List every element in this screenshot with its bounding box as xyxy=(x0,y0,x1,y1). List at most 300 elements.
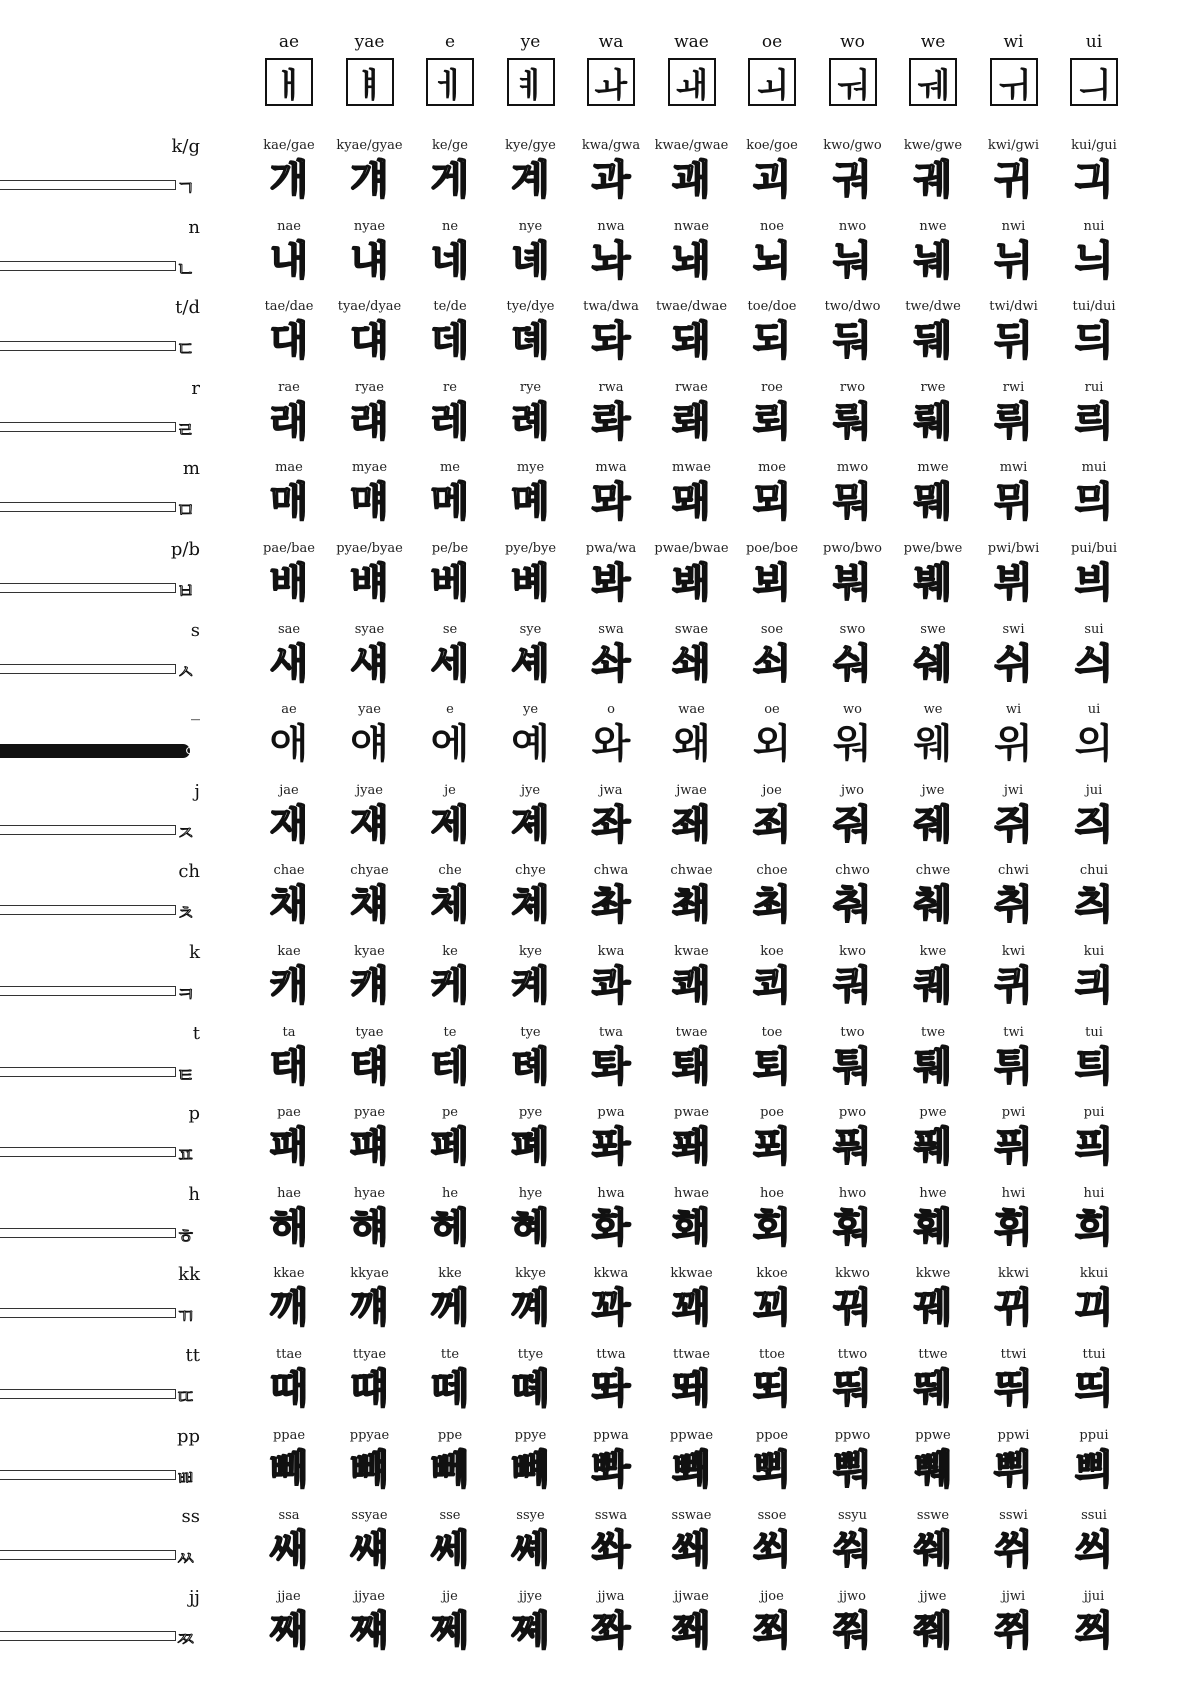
row-consonant-label: kk xyxy=(178,1264,200,1286)
row-consonant-label: k/g xyxy=(171,136,200,157)
syllable-glyph: 녜 xyxy=(511,237,550,284)
syllable-romanization: ppwe xyxy=(915,1427,951,1443)
syllable-romanization: hyae xyxy=(353,1185,386,1201)
row-guide-bar xyxy=(0,1067,176,1077)
syllable-romanization: ttui xyxy=(1082,1347,1106,1362)
syllable-romanization: ppwae xyxy=(669,1427,714,1443)
syllable-glyph: 푀 xyxy=(752,1124,792,1171)
syllable-glyph: 쌔 xyxy=(269,1527,309,1574)
syllable-glyph: 세 xyxy=(430,640,470,687)
syllable-romanization: jui xyxy=(1085,782,1103,798)
syllable-glyph: 꽤 xyxy=(672,1285,711,1332)
syllable-romanization: ttoe xyxy=(759,1347,785,1362)
column-romanization: wi xyxy=(1003,32,1024,52)
syllable-glyph: 긔 xyxy=(1074,157,1114,203)
syllable-romanization: ssa xyxy=(278,1508,300,1524)
row-consonant-label: p xyxy=(188,1103,200,1125)
column-vowel-box: ㅢ xyxy=(1070,58,1118,106)
syllable-romanization: tte xyxy=(440,1347,460,1362)
syllable-glyph: 놔 xyxy=(591,237,631,284)
syllable-romanization: kae/gae xyxy=(263,138,315,153)
syllable-glyph: 뎨 xyxy=(511,318,550,365)
syllable-romanization: je xyxy=(444,782,456,798)
syllable-glyph: 괘 xyxy=(672,157,711,203)
syllable-glyph: 게 xyxy=(430,157,470,203)
syllable-romanization: ye xyxy=(522,702,539,718)
syllable-romanization: ssoe xyxy=(757,1508,787,1524)
syllable-glyph: 괴 xyxy=(752,157,792,203)
syllable-romanization: chwe xyxy=(915,863,951,879)
syllable-glyph: 쟤 xyxy=(350,801,389,848)
syllable-romanization: jje xyxy=(442,1588,458,1604)
row-guide-bar xyxy=(0,905,176,915)
syllable-romanization: sse xyxy=(439,1508,461,1524)
syllable-romanization: kwae/gwae xyxy=(654,138,729,153)
syllable-glyph: 례 xyxy=(511,398,550,445)
syllable-romanization: sswi xyxy=(999,1508,1028,1524)
syllable-romanization: jjyae xyxy=(354,1588,385,1604)
syllable-romanization: kwa/gwa xyxy=(581,138,641,153)
syllable-glyph: 빼 xyxy=(269,1446,309,1493)
syllable-romanization: ppoe xyxy=(755,1427,789,1443)
syllable-glyph: 킈 xyxy=(1074,963,1114,1009)
syllable-glyph: 애 xyxy=(269,721,309,768)
syllable-romanization: kwi/gwi xyxy=(987,138,1040,153)
syllable-romanization: sye xyxy=(519,621,542,637)
syllable-glyph: 콰 xyxy=(591,963,631,1009)
syllable-romanization: kkye xyxy=(515,1266,546,1282)
syllable-glyph: 래 xyxy=(269,398,309,445)
syllable-glyph: 픠 xyxy=(1074,1124,1114,1171)
row-jamo-glyph: ㄲ xyxy=(176,1304,196,1329)
syllable-glyph: 폐 xyxy=(511,1124,550,1171)
row-consonant-label: s xyxy=(190,619,200,641)
syllable-romanization: jjwe xyxy=(919,1588,947,1604)
syllable-romanization: sae xyxy=(277,621,301,637)
row-guide-bar xyxy=(0,1308,176,1318)
syllable-romanization: pe xyxy=(441,1105,458,1121)
syllable-romanization: pwa xyxy=(597,1105,625,1121)
row-guide-bar xyxy=(0,825,176,835)
syllable-glyph: 놰 xyxy=(672,237,711,284)
syllable-glyph: 제 xyxy=(430,801,470,848)
syllable-glyph: 과 xyxy=(591,157,631,203)
syllable-romanization: kwe xyxy=(919,944,947,959)
syllable-romanization: jjae xyxy=(277,1588,301,1604)
syllable-glyph: 대 xyxy=(269,318,309,365)
syllable-glyph: 뭬 xyxy=(913,479,953,526)
syllable-romanization: ppye xyxy=(514,1427,547,1443)
syllable-glyph: 풰 xyxy=(913,1124,953,1171)
syllable-romanization: nwo xyxy=(838,218,867,234)
syllable-romanization: jjye xyxy=(518,1588,543,1604)
syllable-romanization: ppwa xyxy=(593,1427,629,1443)
syllable-glyph: 늬 xyxy=(1074,237,1114,284)
syllable-romanization: hwo xyxy=(838,1185,867,1201)
syllable-glyph: 챼 xyxy=(350,882,389,929)
syllable-romanization: rwi xyxy=(1002,379,1025,395)
syllable-glyph: 쎼 xyxy=(511,1527,550,1574)
row-jamo-glyph: ㅅ xyxy=(176,659,196,684)
syllable-romanization: mae xyxy=(275,460,303,476)
syllable-romanization: mye xyxy=(516,460,545,476)
syllable-glyph: 캐 xyxy=(269,963,309,1009)
syllable-glyph: 테 xyxy=(430,1043,470,1090)
column-romanization: ui xyxy=(1085,32,1103,52)
syllable-glyph: 되 xyxy=(752,318,792,365)
syllable-glyph: 뙤 xyxy=(752,1366,792,1412)
syllable-romanization: ssye xyxy=(516,1508,545,1524)
row-consonant-label: k xyxy=(189,942,200,963)
syllable-glyph: 붸 xyxy=(913,560,953,606)
row-jamo-glyph: ㄹ xyxy=(176,417,196,442)
syllable-glyph: 걔 xyxy=(350,157,389,203)
syllable-romanization: wi xyxy=(1005,702,1022,718)
syllable-glyph: 뤼 xyxy=(994,398,1033,445)
syllable-glyph: 훼 xyxy=(913,1204,953,1251)
row-jamo-glyph: ㅈ xyxy=(176,820,196,845)
syllable-glyph: 쐬 xyxy=(752,1527,792,1574)
syllable-glyph: 최 xyxy=(752,882,792,929)
column-vowel-box: ㅐ xyxy=(265,58,313,106)
row-guide-bar xyxy=(0,664,176,674)
syllable-romanization: mwo xyxy=(836,460,869,476)
syllable-romanization: chae xyxy=(273,863,305,879)
syllable-glyph: 내 xyxy=(269,237,309,284)
syllable-glyph: 퇴 xyxy=(752,1043,792,1090)
syllable-romanization: koe xyxy=(760,944,784,959)
syllable-glyph: 재 xyxy=(269,801,309,848)
syllable-glyph: 춰 xyxy=(833,882,872,929)
syllable-romanization: tye/dye xyxy=(506,299,555,315)
syllable-glyph: 뼤 xyxy=(511,1446,550,1493)
syllable-romanization: hae xyxy=(277,1185,301,1201)
syllable-romanization: hwe xyxy=(919,1185,947,1201)
syllable-glyph: 럐 xyxy=(350,398,389,445)
syllable-romanization: ppwo xyxy=(834,1427,871,1443)
syllable-glyph: 의 xyxy=(1074,721,1114,768)
syllable-romanization: tae/dae xyxy=(264,299,314,315)
syllable-glyph: 햬 xyxy=(350,1204,389,1251)
syllable-glyph: 쏴 xyxy=(591,1527,631,1574)
syllable-glyph: 뷔 xyxy=(994,560,1033,606)
syllable-romanization: ttwo xyxy=(837,1347,868,1362)
syllable-romanization: kwo xyxy=(839,944,866,959)
syllable-romanization: hwa xyxy=(597,1185,625,1201)
syllable-romanization: twa/dwa xyxy=(583,299,639,315)
syllable-glyph: 쩨 xyxy=(430,1607,470,1654)
syllable-romanization: rui xyxy=(1084,379,1104,395)
row-jamo-glyph: ㅇ xyxy=(183,744,197,761)
syllable-glyph: 뛔 xyxy=(913,1366,953,1412)
syllable-glyph: 화 xyxy=(591,1204,631,1251)
syllable-glyph: 퉈 xyxy=(833,1043,872,1090)
row-consonant-label: p/b xyxy=(170,539,200,560)
syllable-glyph: 줘 xyxy=(833,801,872,848)
syllable-glyph: 궈 xyxy=(833,157,872,203)
syllable-glyph: 취 xyxy=(994,882,1033,929)
syllable-romanization: jjwa xyxy=(597,1588,625,1604)
syllable-romanization: sswe xyxy=(916,1508,950,1524)
syllable-glyph: 눼 xyxy=(913,237,953,284)
syllable-romanization: tui xyxy=(1085,1024,1103,1040)
syllable-glyph: 뀌 xyxy=(994,1285,1033,1332)
syllable-glyph: 뇌 xyxy=(752,237,792,284)
syllable-glyph: 웨 xyxy=(913,721,953,768)
row-jamo-glyph: ㅎ xyxy=(176,1223,196,1248)
syllable-glyph: 튀 xyxy=(994,1043,1033,1090)
syllable-glyph: 퐤 xyxy=(672,1124,711,1171)
row-guide-bar xyxy=(0,1389,176,1399)
syllable-glyph: 뤠 xyxy=(913,398,953,445)
row-consonant-label: ss xyxy=(181,1506,200,1528)
syllable-glyph: 쨰 xyxy=(350,1607,389,1654)
syllable-glyph: 에 xyxy=(430,721,470,768)
syllable-glyph: 뿨 xyxy=(833,1446,872,1493)
syllable-romanization: nae xyxy=(277,218,301,234)
syllable-romanization: pwa/wa xyxy=(585,541,637,556)
syllable-romanization: ne xyxy=(441,218,459,234)
syllable-glyph: 눠 xyxy=(833,237,872,284)
syllable-romanization: ssyae xyxy=(351,1508,388,1524)
syllable-glyph: 꿰 xyxy=(913,1285,953,1332)
row-guide-bar xyxy=(0,1147,176,1157)
syllable-romanization: chwae xyxy=(670,863,713,879)
syllable-glyph: 헤 xyxy=(430,1204,470,1251)
syllable-romanization: roe xyxy=(761,379,783,395)
syllable-romanization: nwe xyxy=(919,218,947,234)
syllable-romanization: tui/dui xyxy=(1072,299,1116,315)
syllable-glyph: 돠 xyxy=(591,318,631,365)
syllable-glyph: 패 xyxy=(269,1124,309,1171)
syllable-romanization: jwe xyxy=(921,782,945,798)
syllable-glyph: 뭐 xyxy=(833,479,872,526)
syllable-glyph: 훠 xyxy=(833,1204,872,1251)
syllable-romanization: two/dwo xyxy=(824,299,881,315)
row-consonant-label: t xyxy=(192,1022,200,1044)
syllable-romanization: jjui xyxy=(1083,1588,1105,1604)
row-consonant-label: ch xyxy=(178,861,200,883)
syllable-romanization: kui/gui xyxy=(1071,138,1117,153)
syllable-glyph: 혜 xyxy=(511,1204,550,1251)
syllable-romanization: pwo/bwo xyxy=(823,541,882,556)
syllable-romanization: ae xyxy=(281,702,297,718)
syllable-glyph: 꽈 xyxy=(591,1285,631,1332)
syllable-romanization: mwi xyxy=(999,460,1028,476)
syllable-glyph: 쀄 xyxy=(913,1446,953,1493)
syllable-romanization: re xyxy=(443,379,457,395)
syllable-glyph: 워 xyxy=(833,721,872,768)
syllable-glyph: 촤 xyxy=(591,882,631,929)
syllable-glyph: 띄 xyxy=(1074,1366,1114,1412)
row-guide-bar xyxy=(0,1228,176,1238)
syllable-glyph: 퀴 xyxy=(994,963,1033,1009)
row-guide-bar xyxy=(0,1470,176,1480)
syllable-glyph: 뺴 xyxy=(350,1446,389,1493)
syllable-glyph: 휘 xyxy=(994,1204,1033,1251)
syllable-romanization: chye xyxy=(515,863,546,879)
syllable-glyph: 외 xyxy=(752,721,792,768)
syllable-romanization: nwi xyxy=(1001,218,1026,234)
syllable-romanization: ssyu xyxy=(837,1508,868,1524)
syllable-glyph: 솨 xyxy=(591,640,631,687)
syllable-glyph: 믜 xyxy=(1074,479,1114,526)
row-jamo-glyph: ㅂ xyxy=(176,579,196,603)
column-romanization: wa xyxy=(598,32,624,52)
syllable-glyph: 떼 xyxy=(430,1366,470,1412)
syllable-romanization: pye/bye xyxy=(504,541,557,556)
syllable-glyph: 쿼 xyxy=(833,963,872,1009)
row-guide-bar xyxy=(0,986,176,996)
syllable-romanization: we xyxy=(923,702,943,718)
syllable-glyph: 쮀 xyxy=(913,1607,953,1654)
syllable-glyph: 씌 xyxy=(1074,1527,1114,1574)
column-vowel-box: ㅞ xyxy=(909,58,957,106)
syllable-romanization: mwa xyxy=(595,460,627,476)
row-jamo-glyph: ㅁ xyxy=(176,498,196,523)
syllable-glyph: 쬐 xyxy=(752,1607,792,1654)
syllable-romanization: kwi xyxy=(1001,944,1026,959)
syllable-glyph: 꿔 xyxy=(833,1285,872,1332)
syllable-romanization: pwi xyxy=(1001,1105,1026,1121)
row-guide-bar xyxy=(0,1631,176,1641)
syllable-romanization: kae xyxy=(277,944,301,959)
syllable-romanization: ke/ge xyxy=(432,138,468,153)
syllable-romanization: pae/bae xyxy=(263,541,315,556)
row-guide-bar xyxy=(0,744,190,758)
syllable-glyph: 꼐 xyxy=(511,1285,550,1332)
syllable-romanization: jjwo xyxy=(838,1588,866,1604)
syllable-romanization: mwe xyxy=(917,460,949,476)
row-jamo-glyph: ㅌ xyxy=(176,1062,196,1087)
syllable-glyph: 째 xyxy=(269,1607,309,1654)
syllable-glyph: 숴 xyxy=(833,640,872,687)
syllable-romanization: poe/boe xyxy=(745,541,799,556)
syllable-romanization: poe xyxy=(760,1105,784,1121)
syllable-glyph: 뗴 xyxy=(511,1366,550,1412)
syllable-glyph: 볘 xyxy=(511,560,550,606)
syllable-romanization: pwo xyxy=(838,1105,867,1121)
syllable-romanization: chwo xyxy=(835,863,870,879)
syllable-glyph: 댸 xyxy=(350,318,389,365)
syllable-glyph: 페 xyxy=(430,1124,470,1171)
column-romanization: wae xyxy=(674,32,709,52)
syllable-romanization: twi xyxy=(1003,1024,1024,1040)
syllable-glyph: 쫴 xyxy=(672,1607,711,1654)
syllable-romanization: jwi xyxy=(1003,782,1024,798)
row-consonant-label: pp xyxy=(176,1425,200,1447)
syllable-glyph: 뒤 xyxy=(994,318,1033,365)
syllable-romanization: toe/doe xyxy=(747,299,797,315)
syllable-glyph: 왜 xyxy=(672,721,711,768)
syllable-glyph: 뵈 xyxy=(752,560,792,606)
syllable-romanization: noe xyxy=(760,218,784,234)
syllable-romanization: mwae xyxy=(672,460,711,476)
syllable-romanization: jjwae xyxy=(674,1588,709,1604)
syllable-romanization: mui xyxy=(1081,460,1107,476)
syllable-glyph: 뱨 xyxy=(350,560,389,606)
syllable-glyph: 께 xyxy=(430,1285,470,1332)
syllable-romanization: kye/gye xyxy=(505,138,556,153)
syllable-romanization: swe xyxy=(920,621,946,637)
syllable-romanization: swae xyxy=(674,621,709,637)
row-jamo-glyph: ㄸ xyxy=(176,1385,196,1409)
syllable-romanization: chwi xyxy=(998,863,1029,879)
column-vowel-box: ㅚ xyxy=(748,58,796,106)
syllable-glyph: 븨 xyxy=(1074,560,1114,606)
column-romanization: we xyxy=(920,32,946,52)
syllable-romanization: pyae xyxy=(353,1105,386,1121)
syllable-glyph: 돼 xyxy=(672,318,711,365)
syllable-romanization: kyae xyxy=(354,944,385,959)
syllable-romanization: pae xyxy=(277,1105,301,1121)
syllable-romanization: o xyxy=(607,702,615,718)
row-guide-bar xyxy=(0,1550,176,1560)
syllable-romanization: kye xyxy=(519,944,542,959)
column-vowel-box: ㅙ xyxy=(668,58,716,106)
syllable-romanization: rwo xyxy=(839,379,866,395)
syllable-romanization: nye xyxy=(518,218,543,234)
row-jamo-glyph: ㅆ xyxy=(176,1546,196,1571)
syllable-glyph: 끠 xyxy=(1074,1285,1114,1332)
row-consonant-label: jj xyxy=(188,1586,200,1608)
syllable-glyph: 회 xyxy=(752,1204,792,1251)
row-jamo-glyph: ㄴ xyxy=(176,256,196,281)
column-vowel-box: ㅟ xyxy=(990,58,1038,106)
syllable-glyph: 쀠 xyxy=(994,1446,1033,1493)
syllable-glyph: 듸 xyxy=(1074,318,1114,365)
syllable-glyph: 쐐 xyxy=(672,1527,711,1574)
syllable-glyph: 뛰 xyxy=(994,1366,1033,1412)
row-guide-bar xyxy=(0,261,176,271)
syllable-glyph: 몌 xyxy=(511,479,550,526)
syllable-romanization: kkwe xyxy=(915,1266,951,1282)
syllable-romanization: hwae xyxy=(674,1185,709,1201)
syllable-glyph: 졔 xyxy=(511,801,550,848)
syllable-romanization: yae xyxy=(358,702,381,718)
syllable-glyph: 똬 xyxy=(591,1366,631,1412)
syllable-romanization: choe xyxy=(756,863,788,879)
syllable-romanization: nwae xyxy=(674,218,709,234)
syllable-romanization: rwe xyxy=(920,379,946,395)
syllable-romanization: ui xyxy=(1087,702,1101,718)
syllable-romanization: rye xyxy=(519,379,542,395)
syllable-glyph: 롸 xyxy=(591,398,631,445)
syllable-romanization: ryae xyxy=(354,379,384,395)
syllable-romanization: pwe xyxy=(919,1105,947,1121)
syllable-glyph: 뢔 xyxy=(672,398,711,445)
syllable-romanization: te/de xyxy=(433,299,467,315)
syllable-romanization: myae xyxy=(351,460,388,476)
syllable-romanization: sui xyxy=(1084,621,1104,637)
syllable-romanization: nwa xyxy=(597,218,625,234)
syllable-glyph: 와 xyxy=(591,721,631,768)
syllable-romanization: twe/dwe xyxy=(905,299,961,315)
syllable-romanization: kkoe xyxy=(756,1266,788,1282)
syllable-glyph: 쾨 xyxy=(752,963,792,1009)
row-jamo-glyph: ㅍ xyxy=(176,1143,196,1168)
syllable-glyph: 풔 xyxy=(833,1124,872,1171)
syllable-romanization: pwi/bwi xyxy=(987,541,1040,556)
syllable-romanization: tyae/dyae xyxy=(337,299,402,315)
column-vowel-box: ㅒ xyxy=(346,58,394,106)
syllable-romanization: kkwa xyxy=(593,1266,629,1282)
syllable-glyph: 쫘 xyxy=(591,1607,631,1654)
syllable-romanization: nui xyxy=(1083,218,1105,234)
syllable-glyph: 해 xyxy=(269,1204,309,1251)
syllable-glyph: 싀 xyxy=(1074,640,1114,687)
column-romanization: oe xyxy=(761,32,783,52)
